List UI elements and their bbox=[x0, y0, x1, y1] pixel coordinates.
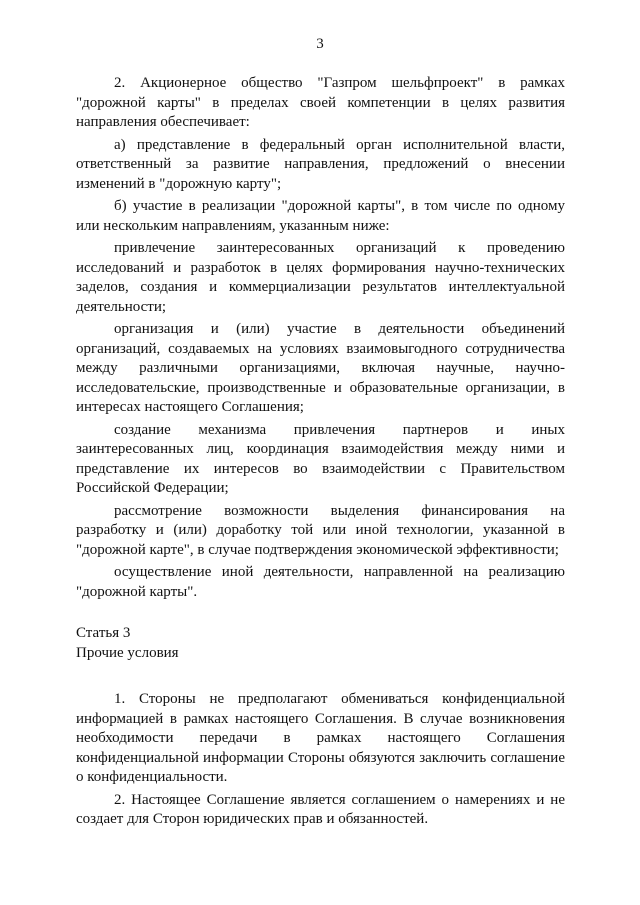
paragraph: 1. Стороны не предполагают обмениваться конфиденциальной информацией в рамках настоящего Соглашения. В случае возникновения необходимости передачи в рамках настоящего Соглашения конфиденциальной информации Стороны обязуются заключить соглашение о конфиденциальности. bbox=[76, 691, 565, 785]
article-heading bbox=[76, 624, 565, 663]
paragraph: 2. Настоящее Соглашение является соглашением о намерениях и не создает для Сторон юридических прав и обязанностей. bbox=[76, 791, 565, 827]
paragraph: 2. Акционерное общество "Газпром шельфпроект" в рамках "дорожной карты" в пределах своей компетенции в целях развития направления обеспечивает: bbox=[76, 75, 565, 130]
paragraph: рассмотрение возможности выделения финансирования на разработку и (или) доработку той или иной технологии, указанной в "дорожной карте", в случае подтверждения экономической эффективности; bbox=[76, 502, 565, 558]
paragraph: организация и (или) участие в деятельности объединений организаций, создаваемых на условиях взаимовыгодного сотрудничества между различными организациями, включая научные, научно-исследовательские, производственные и образовательные организации, в интересах настоящего Соглашения; bbox=[76, 321, 565, 415]
paragraph: привлечение заинтересованных организаций к проведению исследований и разработок в целях формирования научно-технических заделов, создания и коммерциализации результатов интеллектуальной деятельности; bbox=[76, 240, 565, 315]
article-title: Прочие условия bbox=[76, 644, 179, 661]
paragraph: создание механизма привлечения партнеров и иных заинтересованных лиц, координация взаимодействия между ними и представление их интересов во взаимодействии с Правительством Российской Федерации; bbox=[76, 421, 565, 496]
article-number: Статья 3 bbox=[76, 625, 131, 641]
paragraph: осуществление иной деятельности, направленной на реализацию "дорожной карты". bbox=[76, 564, 565, 600]
paragraph: б) участие в реализации "дорожной карты", в том числе по одному или нескольким направлениям, указанным ниже: bbox=[76, 198, 565, 234]
paragraph: а) представление в федеральный орган исполнительной власти, ответственный за развитие направления, предложений о внесении изменений в "дорожную карту"; bbox=[76, 136, 565, 192]
document-body bbox=[76, 74, 565, 830]
page-number: 3 bbox=[316, 36, 324, 52]
